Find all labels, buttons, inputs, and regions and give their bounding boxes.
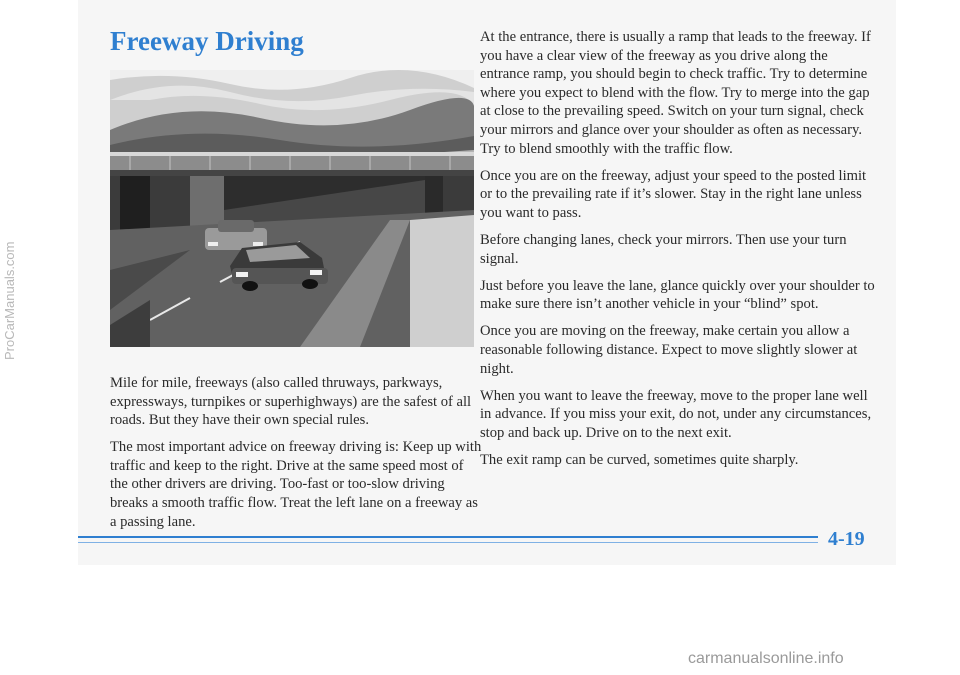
- page-title: Freeway Driving: [110, 26, 304, 56]
- paragraph: Before changing lanes, check your mirrors. Then use your turn signal.: [480, 231, 847, 267]
- paragraph: When you want to leave the freeway, move to the proper lane well in advance. If you miss your exit, do not, under any circumstances, stop and back up. Drive on to the next exit.: [480, 387, 872, 441]
- side-watermark-text: ProCarManuals.com: [2, 241, 17, 360]
- side-watermark: [0, 140, 20, 380]
- paragraph: The most important advice on freeway driving is: Keep up with traffic and keep to the right. Drive at the same speed most of the other drivers are driving. Too-fast or too-slow driving breaks a smooth traffic flow. Treat the left lane on a freeway as a passing lane.: [110, 439, 482, 530]
- paragraph: The exit ramp can be curved, sometimes quite sharply.: [480, 451, 799, 468]
- paragraph: At the entrance, there is usually a ramp that leads to the freeway. If you have a clear view of the freeway as you drive along the entrance ramp, you should begin to check traffic. Try to determine where you expect to blend with the flow. Try to merge into the gap at close to the prevailing speed. Switch on your turn signal, check your mirrors and glance over your shoulder as often as necessary. Try to blend smoothly with the traffic flow.: [480, 29, 871, 157]
- left-text-column: [110, 374, 482, 540]
- freeway-photo: [110, 70, 474, 347]
- bottom-watermark[interactable]: carmanualsonline.info: [688, 650, 844, 667]
- footer-rule-thin: [78, 542, 818, 543]
- freeway-illustration: [110, 70, 474, 347]
- right-text-column: [480, 28, 880, 478]
- paragraph: Once you are on the freeway, adjust your speed to the posted limit or to the prevailing rate if it’s slower. Stay in the right lane unless you want to pass.: [480, 167, 867, 221]
- paragraph: Once you are moving on the freeway, make certain you allow a reasonable following distance. Expect to move slightly slower at night.: [480, 323, 858, 377]
- paragraph: Mile for mile, freeways (also called thruways, parkways, expressways, turnpikes or superhighways) are the safest of all roads. But they have their own special rules.: [110, 375, 472, 429]
- page-number: 4-19: [828, 528, 865, 550]
- footer-rule: [78, 536, 818, 538]
- paragraph: Just before you leave the lane, glance quickly over your shoulder to make sure there isn’t another vehicle in your “blind” spot.: [480, 277, 875, 313]
